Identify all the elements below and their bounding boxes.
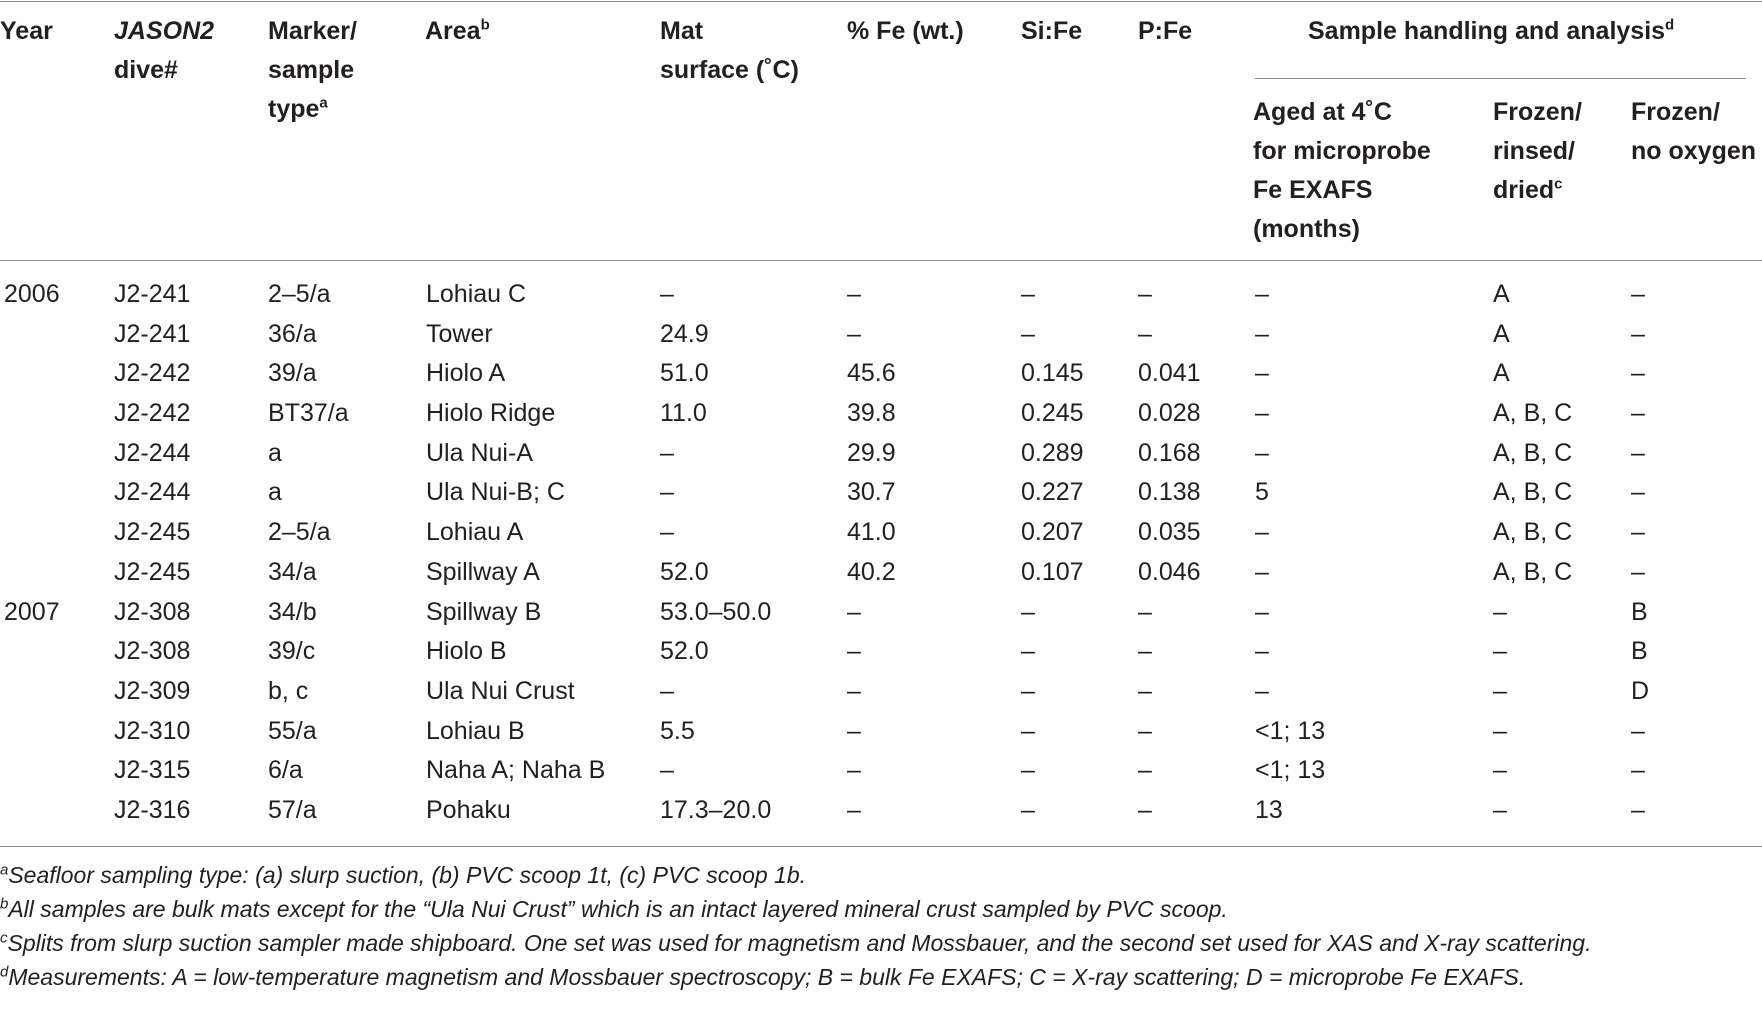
header-frozen-rinsed: Frozen/ rinsed/ dried$^c$ — [1493, 98, 1582, 204]
cell-area: Lohiau C — [426, 280, 527, 308]
cell-frozen: A, B, C — [1493, 438, 1573, 467]
cell-noox: – — [1631, 280, 1645, 308]
cell-noox: – — [1631, 756, 1645, 785]
cell-aged: – — [1255, 676, 1269, 705]
cell-noox: – — [1631, 518, 1645, 547]
cell-pfe: – — [1138, 280, 1152, 308]
cell-pfe: 0.028 — [1138, 399, 1201, 428]
cell-pfe: 0.168 — [1138, 438, 1201, 467]
cell-fe: – — [847, 637, 861, 666]
footnote-marker: c — [0, 929, 8, 947]
table-row — [0, 513, 1762, 553]
cell-pfe: – — [1138, 716, 1152, 745]
cell-noox: – — [1631, 478, 1645, 507]
cell-frozen: A, B, C — [1493, 557, 1573, 586]
cell-mat: 52.0 — [660, 557, 709, 586]
cell-mat: 53.0–50.0 — [660, 597, 772, 626]
table-row — [0, 593, 1762, 633]
cell-marker: 36/a — [268, 319, 317, 348]
footnote-b — [0, 894, 1228, 924]
cell-pfe: – — [1138, 676, 1152, 705]
cell-noox: – — [1631, 438, 1645, 467]
cell-frozen: A — [1493, 319, 1510, 348]
cell-aged: 13 — [1255, 795, 1283, 824]
cell-dive: J2-244 — [114, 478, 191, 507]
handling-group-rule — [1255, 78, 1746, 79]
cell-marker: BT37/a — [268, 399, 349, 428]
footnote-a — [0, 860, 806, 890]
cell-fe: 29.9 — [847, 438, 896, 467]
cell-sife: – — [1021, 319, 1035, 348]
cell-aged: – — [1255, 438, 1269, 467]
cell-fe: 45.6 — [847, 359, 896, 388]
table-body — [0, 275, 1762, 831]
cell-frozen: – — [1493, 756, 1507, 785]
footnote-text: Splits from slurp suction sampler made shipboard. One set was used for magnetism and Mossbauer, and the second set used for XAS and X-ray scattering. — [7, 930, 1592, 956]
cell-dive: J2-316 — [114, 795, 191, 824]
cell-noox: D — [1631, 676, 1650, 705]
table-row — [0, 473, 1762, 513]
header-fe: % Fe (wt.) — [847, 17, 964, 45]
table-row — [0, 553, 1762, 593]
cell-sife: 0.227 — [1021, 478, 1084, 507]
cell-frozen: A — [1493, 280, 1510, 308]
cell-sife: – — [1021, 756, 1035, 785]
cell-fe: 39.8 — [847, 399, 896, 428]
table-bottom-rule — [0, 846, 1762, 847]
cell-dive: J2-241 — [114, 319, 191, 348]
cell-fe: 41.0 — [847, 518, 896, 547]
table-row — [0, 712, 1762, 752]
cell-dive: J2-315 — [114, 756, 191, 785]
cell-sife: 0.107 — [1021, 557, 1084, 586]
cell-area: Ula Nui-B; C — [426, 478, 565, 507]
header-si-fe: Si:Fe — [1021, 17, 1083, 45]
cell-mat: – — [660, 676, 674, 705]
footnote-marker: d — [0, 963, 9, 981]
cell-dive: J2-242 — [114, 359, 191, 388]
cell-marker: a — [268, 438, 282, 467]
cell-frozen: A, B, C — [1493, 518, 1573, 547]
cell-frozen: – — [1493, 597, 1507, 626]
cell-aged: – — [1255, 518, 1269, 547]
cell-dive: J2-308 — [114, 637, 191, 666]
cell-mat: 52.0 — [660, 637, 709, 666]
cell-fe: – — [847, 795, 861, 824]
cell-marker: 2–5/a — [268, 280, 331, 308]
cell-noox: – — [1631, 795, 1645, 824]
footnote-d — [0, 962, 1525, 992]
cell-area: Hiolo A — [426, 359, 506, 388]
table-row — [0, 791, 1762, 831]
cell-area: Ula Nui Crust — [426, 676, 575, 705]
cell-mat: 24.9 — [660, 319, 709, 348]
cell-dive: J2-245 — [114, 557, 191, 586]
cell-mat: – — [660, 756, 674, 785]
footnote-text: Measurements: A = low-temperature magnetism and Mossbauer spectroscopy; B = bulk Fe EXAFS; C = X-ray scattering; D = microprobe Fe EXAFS. — [8, 964, 1526, 990]
footnote-marker: b — [0, 895, 9, 913]
cell-mat: – — [660, 518, 674, 547]
header-frozen-no-oxygen: Frozen/ no oxygen — [1631, 98, 1757, 165]
cell-mat: – — [660, 438, 674, 467]
footnote-marker: a — [0, 861, 9, 879]
cell-area: Naha A; Naha B — [426, 756, 606, 785]
cell-dive: J2-245 — [114, 518, 191, 547]
cell-marker: 2–5/a — [268, 518, 331, 547]
cell-mat: 51.0 — [660, 359, 709, 388]
cell-aged: <1; 13 — [1255, 716, 1326, 745]
cell-noox: – — [1631, 399, 1645, 428]
table-row — [0, 354, 1762, 394]
cell-sife: – — [1021, 637, 1035, 666]
cell-pfe: 0.138 — [1138, 478, 1201, 507]
cell-marker: 57/a — [268, 795, 317, 824]
cell-marker: 34/a — [268, 557, 317, 586]
cell-frozen: A, B, C — [1493, 399, 1573, 428]
cell-aged: – — [1255, 557, 1269, 586]
header-sample-handling: Sample handling and analysis$^d$ — [1308, 16, 1675, 45]
cell-frozen: – — [1493, 716, 1507, 745]
cell-aged: – — [1255, 359, 1269, 388]
header-p-fe: P:Fe — [1138, 17, 1193, 45]
header-bottom-rule — [0, 260, 1762, 261]
cell-dive: J2-241 — [114, 280, 191, 308]
cell-aged: – — [1255, 637, 1269, 666]
cell-year: 2006 — [4, 280, 60, 308]
cell-aged: – — [1255, 399, 1269, 428]
table-row — [0, 434, 1762, 474]
footnote-text: All samples are bulk mats except for the “Ula Nui Crust” which is an intact layered mineral crust sampled by PVC scoop. — [8, 896, 1228, 922]
cell-aged: – — [1255, 280, 1269, 308]
cell-dive: J2-309 — [114, 676, 191, 705]
footnote-text: Seafloor sampling type: (a) slurp suction, (b) PVC scoop 1t, (c) PVC scoop 1b. — [8, 862, 807, 888]
footnote-c — [0, 928, 1591, 958]
cell-frozen: – — [1493, 795, 1507, 824]
header-dive: JASON2 dive# — [114, 17, 215, 84]
cell-pfe: – — [1138, 637, 1152, 666]
cell-fe: – — [847, 280, 861, 308]
cell-noox: – — [1631, 359, 1645, 388]
cell-year: 2007 — [4, 597, 60, 626]
cell-marker: 6/a — [268, 756, 303, 785]
cell-dive: J2-310 — [114, 716, 191, 745]
cell-sife: 0.207 — [1021, 518, 1084, 547]
cell-marker: a — [268, 478, 282, 507]
table-row — [0, 632, 1762, 672]
cell-area: Spillway A — [426, 557, 540, 586]
cell-noox: – — [1631, 319, 1645, 348]
cell-pfe: – — [1138, 756, 1152, 785]
cell-sife: – — [1021, 597, 1035, 626]
cell-pfe: – — [1138, 319, 1152, 348]
cell-area: Spillway B — [426, 597, 542, 626]
table-row — [0, 672, 1762, 712]
cell-mat: 17.3–20.0 — [660, 795, 772, 824]
cell-pfe: 0.046 — [1138, 557, 1201, 586]
cell-aged: – — [1255, 319, 1269, 348]
cell-marker: 39/c — [268, 637, 316, 666]
cell-noox: – — [1631, 557, 1645, 586]
cell-marker: 55/a — [268, 716, 317, 745]
cell-dive: J2-242 — [114, 399, 191, 428]
cell-sife: 0.145 — [1021, 359, 1084, 388]
cell-mat: – — [660, 478, 674, 507]
cell-fe: – — [847, 676, 861, 705]
cell-noox: B — [1631, 597, 1648, 626]
table-row — [0, 275, 1762, 315]
cell-fe: 40.2 — [847, 557, 896, 586]
table-row — [0, 315, 1762, 355]
table-row — [0, 751, 1762, 791]
cell-fe: 30.7 — [847, 478, 896, 507]
cell-area: Hiolo Ridge — [426, 399, 556, 428]
cell-aged: <1; 13 — [1255, 756, 1326, 785]
cell-noox: B — [1631, 637, 1648, 666]
cell-frozen: A, B, C — [1493, 478, 1573, 507]
header-aged: Aged at 4˚C for microprobe Fe EXAFS (months) — [1253, 98, 1431, 243]
cell-frozen: – — [1493, 676, 1507, 705]
cell-pfe: 0.035 — [1138, 518, 1201, 547]
cell-fe: – — [847, 716, 861, 745]
cell-area: Ula Nui-A — [426, 438, 533, 467]
cell-marker: b, c — [268, 676, 309, 705]
top-rule — [0, 1, 1762, 2]
cell-dive: J2-308 — [114, 597, 191, 626]
cell-fe: – — [847, 597, 861, 626]
cell-pfe: 0.041 — [1138, 359, 1201, 388]
cell-sife: 0.289 — [1021, 438, 1084, 467]
header-year: Year — [0, 17, 53, 45]
cell-noox: – — [1631, 716, 1645, 745]
cell-fe: – — [847, 319, 861, 348]
cell-dive: J2-244 — [114, 438, 191, 467]
cell-sife: 0.245 — [1021, 399, 1084, 428]
header-mat-surface: Mat surface (˚C) — [660, 17, 799, 84]
cell-area: Lohiau B — [426, 716, 525, 745]
cell-mat: – — [660, 280, 674, 308]
cell-pfe: – — [1138, 597, 1152, 626]
cell-aged: – — [1255, 597, 1269, 626]
cell-marker: 39/a — [268, 359, 317, 388]
cell-marker: 34/b — [268, 597, 317, 626]
cell-frozen: – — [1493, 637, 1507, 666]
cell-mat: 11.0 — [660, 399, 707, 428]
cell-area: Tower — [426, 319, 493, 348]
cell-area: Pohaku — [426, 795, 511, 824]
cell-mat: 5.5 — [660, 716, 695, 745]
cell-sife: – — [1021, 280, 1035, 308]
table-row — [0, 394, 1762, 434]
cell-fe: – — [847, 756, 861, 785]
cell-pfe: – — [1138, 795, 1152, 824]
header-area: Area$^b$ — [425, 16, 490, 45]
cell-area: Hiolo B — [426, 637, 507, 666]
cell-aged: 5 — [1255, 478, 1269, 507]
cell-sife: – — [1021, 716, 1035, 745]
cell-sife: – — [1021, 676, 1035, 705]
header-marker: Marker/ sample type$^a$ — [268, 17, 357, 123]
cell-sife: – — [1021, 795, 1035, 824]
cell-frozen: A — [1493, 359, 1510, 388]
cell-area: Lohiau A — [426, 518, 524, 547]
